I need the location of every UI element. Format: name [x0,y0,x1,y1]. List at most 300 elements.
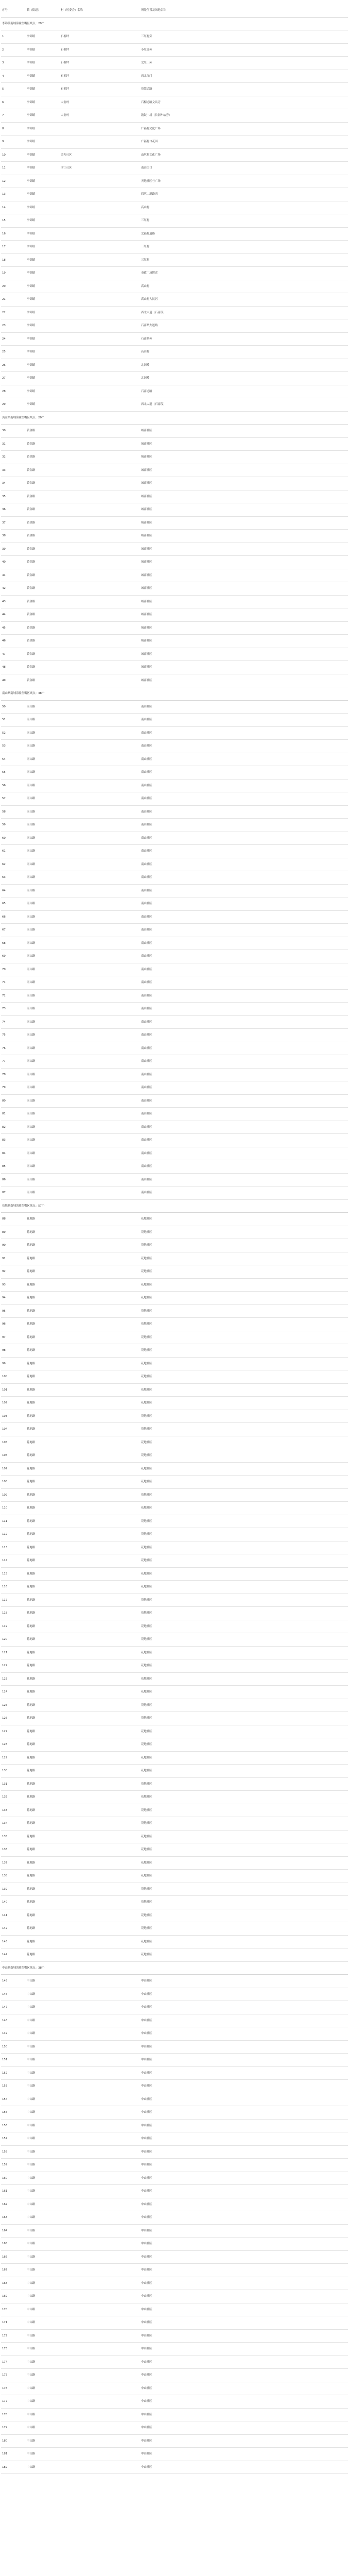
table-row [1,385,348,399]
table-row [1,1239,348,1252]
table-row [1,1449,348,1463]
cell-town: 花地路 [27,1506,36,1510]
cell-town: 花地路 [27,1651,36,1654]
cell-location: 花地社区 [141,1546,152,1549]
cell-town: 南山路 [27,876,36,879]
cell-index: 132 [2,1795,8,1799]
table-row [1,1292,348,1305]
table-row [1,779,348,793]
cell-location: 四坑山道路西 [141,193,158,196]
cell-town: 中山路 [27,2071,36,2075]
cell-location: 中山社区 [141,2374,152,2377]
cell-index: 162 [2,2202,8,2206]
cell-town: 李锦镇 [27,114,36,117]
table-row [1,1305,348,1318]
cell-town: 黄金路 [27,587,36,590]
cell-town: 花地路 [27,1546,36,1549]
table-row [1,622,348,635]
table-row [1,2120,348,2133]
cell-index: 129 [2,1756,8,1759]
cell-index: 163 [2,2216,8,2219]
table-row [1,372,348,385]
cell-town: 中山路 [27,2019,36,2022]
cell-index: 161 [2,2190,8,2193]
cell-index: 133 [2,1808,8,1812]
table-row [1,2409,348,2422]
cell-index: 118 [2,1612,8,1615]
cell-town: 中山路 [27,2229,36,2232]
cell-town: 李锦镇 [27,245,36,248]
table-row [1,1476,348,1489]
table-row [1,2225,348,2238]
table-row [1,937,348,951]
cell-location: 中山社区 [141,2032,152,2035]
cell-index: 119 [2,1624,8,1628]
cell-index: 108 [2,1480,8,1483]
cell-index: 65 [2,902,6,905]
cell-location: 北红山旁 [141,61,152,64]
cell-location: 花地社区 [141,1388,152,1392]
cell-index: 44 [2,613,6,616]
cell-index: 111 [2,1519,8,1523]
table-row [1,1554,348,1568]
cell-location: 中山社区 [141,2452,152,2455]
cell-location: 中山社区 [141,2295,152,2298]
cell-index: 83 [2,1139,6,1142]
cell-location: 花地社区 [141,1913,152,1917]
cell-index: 50 [2,705,6,708]
cell-index: 109 [2,1493,8,1497]
cell-location: 南山社区 [141,1125,152,1129]
cell-location: 花地社区 [141,1217,152,1221]
table-row [1,1804,348,1818]
cell-village: 大洞村 [61,114,69,117]
cell-location: 三红村 [141,219,150,222]
table-row [1,2448,348,2461]
cell-index: 102 [2,1401,8,1404]
cell-location: 南山社区 [141,1060,152,1063]
cell-town: 花地路 [27,1362,36,1365]
cell-location: 花地社区 [141,1257,152,1260]
cell-index: 42 [2,587,6,590]
cell-location: 中山社区 [141,2308,152,2311]
cell-index: 166 [2,2255,8,2259]
cell-town: 中山路 [27,2439,36,2443]
cell-location: 南山社区 [141,1191,152,1194]
table-row [1,1607,348,1620]
cell-location: 花地社区 [141,1506,152,1510]
cell-index: 9 [2,140,4,143]
cell-town: 南山路 [27,981,36,984]
cell-location: 南山社区 [141,771,152,774]
cell-index: 90 [2,1244,6,1247]
cell-town: 中山路 [27,2124,36,2127]
cell-index: 12 [2,179,6,183]
cell-location: 花地社区 [141,1901,152,1904]
cell-location: 南山社区 [141,1099,152,1103]
cell-index: 25 [2,350,6,353]
cell-location: 南山社区 [141,1020,152,1024]
cell-index: 21 [2,298,6,301]
cell-location: 中山社区 [141,2426,152,2429]
cell-index: 153 [2,2084,8,2088]
cell-index: 120 [2,1638,8,1641]
cell-town: 中山路 [27,1992,36,1996]
cell-index: 10 [2,153,6,157]
cell-location: 中山社区 [141,2097,152,2101]
cell-location: 南山社区 [141,705,152,708]
table-row [1,1081,348,1095]
cell-location: 城南社区 [141,442,152,446]
cell-town: 花地路 [27,1638,36,1641]
table-row [1,1948,348,1962]
cell-town: 花地路 [27,1598,36,1602]
cell-location: 南山社区 [141,1112,152,1115]
table-row [1,635,348,648]
table-row [1,2251,348,2264]
cell-town: 花地路 [27,1257,36,1260]
cell-index: 46 [2,639,6,642]
cell-index: 147 [2,2006,8,2009]
cell-town: 花地路 [27,1861,36,1865]
cell-index: 122 [2,1664,8,1667]
cell-town: 花地路 [27,1730,36,1733]
cell-location: 中山社区 [141,2163,152,2166]
cell-town: 中山路 [27,2347,36,2350]
cell-location: 三红村 [141,258,150,262]
table-row [1,2382,348,2396]
cell-index: 33 [2,468,6,472]
cell-index: 72 [2,994,6,997]
cell-town: 李锦镇 [27,389,36,393]
cell-index: 66 [2,915,6,919]
table-row [1,1936,348,1949]
cell-town: 花地路 [27,1519,36,1523]
cell-location: 花地社区 [141,1323,152,1326]
cell-index: 27 [2,377,6,380]
cell-town: 花地路 [27,1848,36,1851]
cell-location: 中山社区 [141,2216,152,2219]
cell-town: 中山路 [27,2176,36,2180]
cell-town: 花地路 [27,1624,36,1628]
table-row [1,1095,348,1108]
table-row [1,1817,348,1831]
cell-town: 花地路 [27,1901,36,1904]
cell-index: 36 [2,508,6,511]
table-row [1,1370,348,1384]
document-table [1,4,348,2474]
cell-index: 69 [2,955,6,958]
cell-location: 南山社区 [141,1178,152,1181]
cell-town: 李锦镇 [27,35,36,38]
table-row [1,885,348,898]
cell-location: 中山社区 [141,2439,152,2443]
table-row [1,2067,348,2080]
table-row [1,871,348,885]
cell-town: 中山路 [27,2163,36,2166]
cell-location: 中山社区 [141,2281,152,2285]
table-row [1,1331,348,1345]
cell-location: 花地社区 [141,1559,152,1562]
cell-town: 黄金路 [27,495,36,498]
cell-index: 16 [2,232,6,235]
cell-location: 花地社区 [141,1848,152,1851]
cell-town: 中山路 [27,2045,36,2048]
cell-index: 20 [2,284,6,288]
table-row [1,2303,348,2317]
cell-town: 南山路 [27,1125,36,1129]
cell-location: 城南社区 [141,429,152,432]
table-row [1,109,348,123]
cell-index: 32 [2,455,6,459]
table-row [1,1922,348,1936]
cell-index: 155 [2,2111,8,2114]
cell-index: 156 [2,2124,8,2127]
cell-town: 南山路 [27,955,36,958]
cell-index: 13 [2,193,6,196]
cell-town: 李锦镇 [27,74,36,78]
cell-village: 石榴坪 [61,35,69,38]
cell-town: 中山路 [27,2413,36,2416]
cell-town: 李锦镇 [27,61,36,64]
cell-location: 南山社区 [141,784,152,787]
cell-town: 中山路 [27,2190,36,2193]
cell-index: 15 [2,219,6,222]
cell-town: 南山路 [27,928,36,931]
cell-location: 花地社区 [141,1624,152,1628]
cell-index: 137 [2,1861,8,1865]
cell-town: 南山路 [27,1099,36,1103]
header-village: 村（居委会）名称 [61,9,83,12]
cell-town: 南山路 [27,1060,36,1063]
cell-location: 花地社区 [141,1454,152,1457]
cell-location: 石南路大道路 [141,324,158,327]
table-row [1,2185,348,2198]
cell-location: 中山社区 [141,2137,152,2140]
table-row [1,832,348,845]
cell-town: 中山路 [27,2386,36,2390]
cell-town: 花地路 [27,1401,36,1404]
cell-index: 63 [2,876,6,879]
cell-town: 李锦镇 [27,258,36,262]
header-location: 所处位置及场地名称 [141,9,166,12]
cell-location: 南山社区 [141,981,152,984]
cell-index: 141 [2,1913,8,1917]
table-row [1,1541,348,1555]
cell-location: 花地社区 [141,1585,152,1588]
cell-index: 142 [2,1927,8,1930]
cell-town: 花地路 [27,1559,36,1562]
table-row [1,123,348,136]
cell-location: 市政广场附近 [141,272,158,275]
cell-location: 花地社区 [141,1782,152,1786]
cell-town: 南山路 [27,850,36,853]
table-row [1,1252,348,1266]
table-row [1,1384,348,1397]
cell-location: 中山社区 [141,2006,152,2009]
cell-town: 李锦镇 [27,179,36,183]
cell-town: 花地路 [27,1612,36,1615]
cell-location: 南山社区 [141,1073,152,1076]
cell-town: 中山路 [27,2137,36,2140]
table-row [1,1463,348,1476]
cell-index: 1 [2,35,4,38]
cell-town: 中山路 [27,2268,36,2272]
cell-index: 152 [2,2071,8,2075]
table-row [1,2435,348,2448]
cell-index: 8 [2,127,4,130]
cell-index: 134 [2,1822,8,1825]
cell-location: 花地社区 [141,1690,152,1693]
cell-location: 中山社区 [141,2071,152,2075]
cell-location: 花地社区 [141,1480,152,1483]
cell-location: 花地社区 [141,1861,152,1865]
cell-location: 花地社区 [141,1927,152,1930]
table-row [1,648,348,662]
cell-town: 花地路 [27,1874,36,1877]
cell-location: 花地社区 [141,1822,152,1825]
cell-town: 南山路 [27,862,36,866]
table-row [1,477,348,490]
cell-location: 中山社区 [141,2019,152,2022]
cell-index: 5 [2,88,4,91]
cell-town: 南山路 [27,1086,36,1089]
cell-town: 中山路 [27,2452,36,2455]
cell-location: 中山社区 [141,2176,152,2180]
table-row [1,963,348,977]
cell-town: 花地路 [27,1375,36,1378]
cell-town: 中山路 [27,2465,36,2469]
cell-index: 172 [2,2334,8,2337]
cell-town: 花地路 [27,1795,36,1799]
table-row [1,582,348,596]
table-row [1,188,348,201]
cell-index: 55 [2,771,6,774]
cell-index: 146 [2,1992,8,1996]
cell-location: 南山社区 [141,836,152,840]
table-row [1,543,348,556]
cell-location: 南山社区 [141,1165,152,1168]
cell-town: 花地路 [27,1335,36,1339]
cell-location: 城南社区 [141,521,152,524]
table-row [1,1489,348,1502]
cell-index: 182 [2,2465,8,2469]
cell-town: 中山路 [27,2084,36,2088]
cell-index: 11 [2,166,6,170]
cell-town: 南山路 [27,994,36,997]
cell-index: 144 [2,1953,8,1956]
cell-index: 86 [2,1178,6,1181]
cell-town: 李锦镇 [27,100,36,104]
cell-village: 石榴坪 [61,74,69,78]
cell-location: 花地社区 [141,1887,152,1891]
cell-location: 小红日旁 [141,48,152,52]
table-row [1,201,348,215]
table-row [1,1791,348,1804]
cell-index: 139 [2,1887,8,1891]
cell-index: 101 [2,1388,8,1392]
cell-location: 石榴道路文具旁 [141,100,161,104]
cell-index: 128 [2,1743,8,1746]
cell-town: 黄金路 [27,468,36,472]
table-row [1,490,348,504]
table-row [1,1160,348,1174]
cell-index: 151 [2,2058,8,2061]
cell-town: 花地路 [27,1388,36,1392]
table-row [1,976,348,990]
cell-location: 高山村 [141,284,150,288]
cell-index: 45 [2,626,6,630]
cell-index: 165 [2,2242,8,2245]
cell-town: 南山路 [27,1112,36,1115]
table-row [1,2421,348,2435]
cell-location: 中山社区 [141,2321,152,2324]
table-row [1,1712,348,1725]
table-row [1,1016,348,1029]
cell-index: 89 [2,1230,6,1234]
table-row [1,1358,348,1371]
cell-index: 2 [2,48,4,52]
cell-index: 59 [2,823,6,826]
cell-location: 南山社区 [141,862,152,866]
cell-town: 花地路 [27,1756,36,1759]
table-row [1,2330,348,2343]
cell-town: 花地路 [27,1414,36,1418]
cell-location: 西北大道（石南段） [141,311,166,314]
table-row [1,2461,348,2475]
table-row [1,1568,348,1581]
cell-location: 城南社区 [141,561,152,564]
cell-town: 南山路 [27,1191,36,1194]
table-row [1,346,348,359]
table-row [1,135,348,149]
cell-index: 168 [2,2281,8,2285]
cell-index: 87 [2,1191,6,1194]
cell-village: 金和社区 [61,153,72,157]
cell-location: 城南社区 [141,573,152,577]
table-row [1,596,348,609]
cell-town: 中山路 [27,2426,36,2429]
cell-location: 城南社区 [141,679,152,682]
cell-index: 94 [2,1296,6,1299]
cell-location: 花地社区 [141,1533,152,1536]
cell-town: 花地路 [27,1782,36,1786]
cell-index: 114 [2,1559,8,1562]
cell-location: 花地社区 [141,1244,152,1247]
cell-town: 南山路 [27,718,36,721]
cell-town: 中山路 [27,2150,36,2154]
cell-location: 城南社区 [141,495,152,498]
cell-location: 中山社区 [141,2111,152,2114]
table-row [1,44,348,57]
table-row [1,1436,348,1450]
cell-location: 中山社区 [141,2255,152,2259]
cell-location: 南山社区 [141,928,152,931]
table-row [1,858,348,872]
cell-index: 4 [2,74,4,78]
cell-town: 花地路 [27,1913,36,1917]
cell-location: 城南社区 [141,600,152,603]
cell-index: 23 [2,324,6,327]
table-row [1,1226,348,1240]
cell-town: 李锦镇 [27,88,36,91]
table-row [1,845,348,858]
cell-town: 中山路 [27,1979,36,1982]
cell-location: 北福村道路 [141,232,155,235]
cell-location: 南山社区 [141,876,152,879]
table-row [1,57,348,70]
cell-town: 黄金路 [27,429,36,432]
